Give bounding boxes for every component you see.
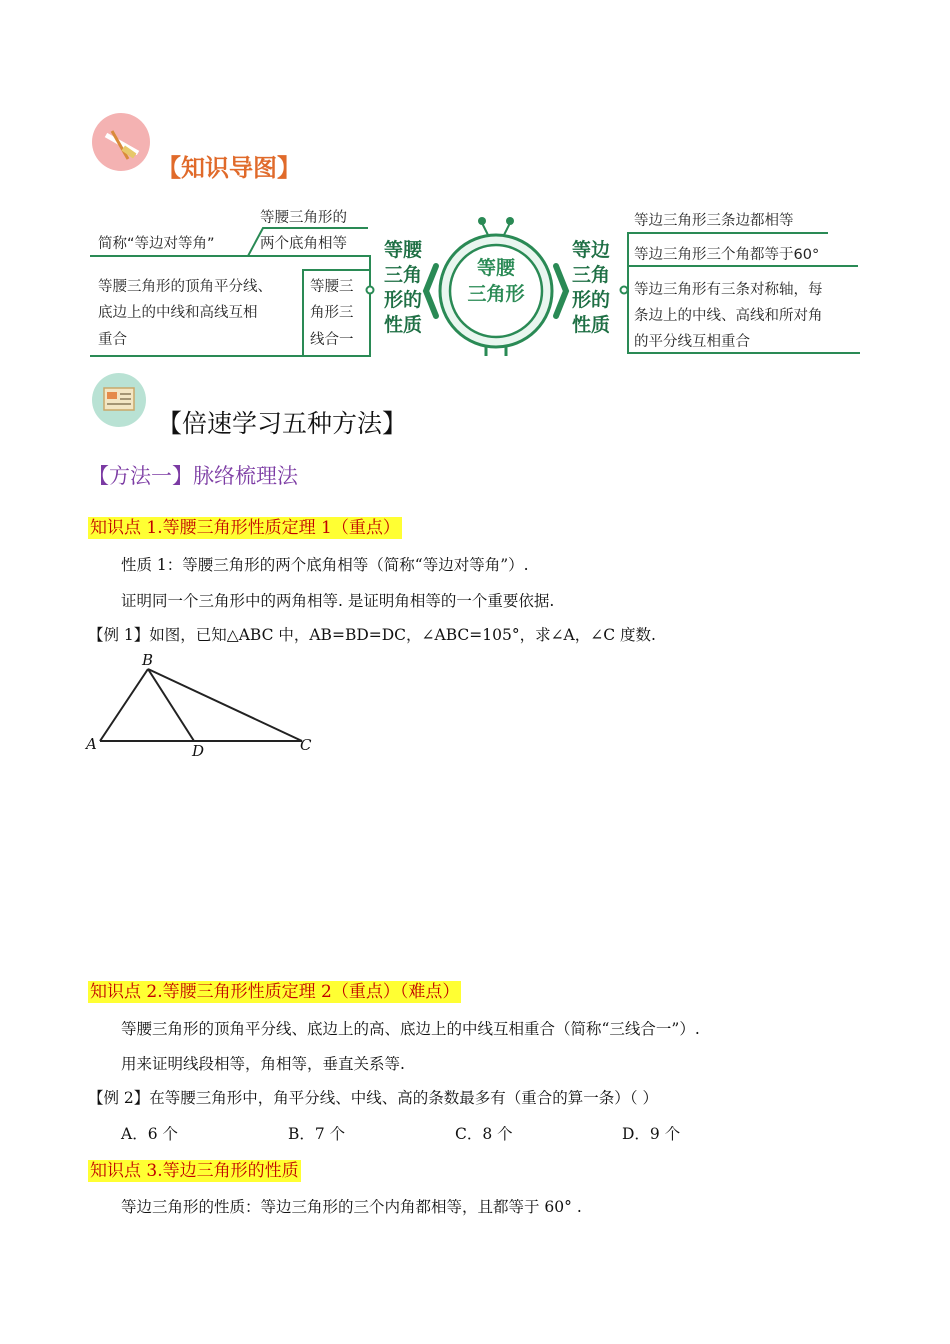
mindmap-left-c3: 线合一	[310, 332, 354, 348]
mindmap-right-1: 等边三角形三条边都相等	[634, 213, 794, 229]
mindmap-left-b1: 等腰三角形的顶角平分线、	[98, 279, 272, 295]
notebook-icon	[92, 373, 146, 427]
kp3-title: 知识点 3.等边三角形的性质	[90, 1161, 299, 1181]
example-2: 【例 2】在等腰三角形中，角平分线、中线、高的条数最多有（重合的算一条）（ ）	[88, 1089, 658, 1107]
example-1: 【例 1】如图，已知△ABC 中，AB=BD=DC，∠ABC=105°，求∠A，∠C 度数.	[88, 626, 656, 644]
mindmap-left-b2: 底边上的中线和高线互相	[98, 305, 258, 321]
label-D: D	[192, 742, 205, 760]
mindmap-left-a1: 等腰三角形的	[260, 210, 347, 226]
mindmap-left-heading: 等腰 三角 形的 性质	[384, 239, 423, 336]
mindmap-left-c2: 角形三	[310, 305, 354, 321]
mindmap-right-3c: 的平分线互相重合	[634, 334, 750, 350]
method-one-title: 【方法一】脉络梳理法	[88, 464, 298, 488]
mindmap-left-a2: 两个底角相等	[260, 236, 347, 252]
triangle-figure	[84, 650, 324, 760]
kp1-title: 知识点 1.等腰三角形性质定理 1（重点）	[90, 518, 400, 538]
kp1-p2: 证明同一个三角形中的两角相等. 是证明角相等的一个重要依据.	[121, 592, 555, 610]
mindmap-right-3a: 等边三角形有三条对称轴，每	[634, 282, 823, 298]
kp2-p1: 等腰三角形的顶角平分线、底边上的高、底边上的中线互相重合（简称“三线合一”）.	[121, 1020, 700, 1038]
mindmap-section-title: 【知识导图】	[157, 154, 301, 182]
choice-a: A．6 个	[121, 1125, 178, 1143]
kp2-title-row	[88, 977, 461, 1002]
kp1-title-row	[88, 513, 402, 538]
label-A: A	[86, 735, 97, 753]
mindmap-right-heading: 等边 三角 形的 性质	[572, 239, 611, 336]
mindmap	[88, 198, 868, 358]
mindmap-right-2: 等边三角形三个角都等于60°	[634, 247, 820, 263]
mindmap-right-3b: 条边上的中线、高线和所对角	[634, 308, 823, 324]
mindmap-left-c1: 等腰三	[310, 279, 354, 295]
mindmap-left-short: 简称“等边对等角”	[98, 236, 215, 252]
label-C: C	[300, 736, 312, 754]
kp1-p1: 性质 1：等腰三角形的两个底角相等（简称“等边对等角”）.	[121, 556, 529, 574]
methods-section-title: 【倍速学习五种方法】	[157, 409, 408, 438]
choice-b: B．7 个	[288, 1125, 346, 1143]
kp2-p2: 用来证明线段相等，角相等，垂直关系等.	[121, 1055, 405, 1073]
label-B: B	[142, 651, 154, 669]
ruler-compass-icon	[92, 113, 150, 171]
kp2-title: 知识点 2.等腰三角形性质定理 2（重点）（难点）	[90, 982, 460, 1002]
kp3-title-row	[88, 1156, 301, 1181]
choice-c: C．8 个	[455, 1125, 513, 1143]
mindmap-left-b3: 重合	[98, 332, 127, 348]
mindmap-center: 等腰 三角形	[467, 257, 525, 305]
kp3-p1: 等边三角形的性质：等边三角形的三个内角都相等，且都等于 60° .	[121, 1198, 582, 1216]
choice-d: D．9 个	[622, 1125, 681, 1143]
